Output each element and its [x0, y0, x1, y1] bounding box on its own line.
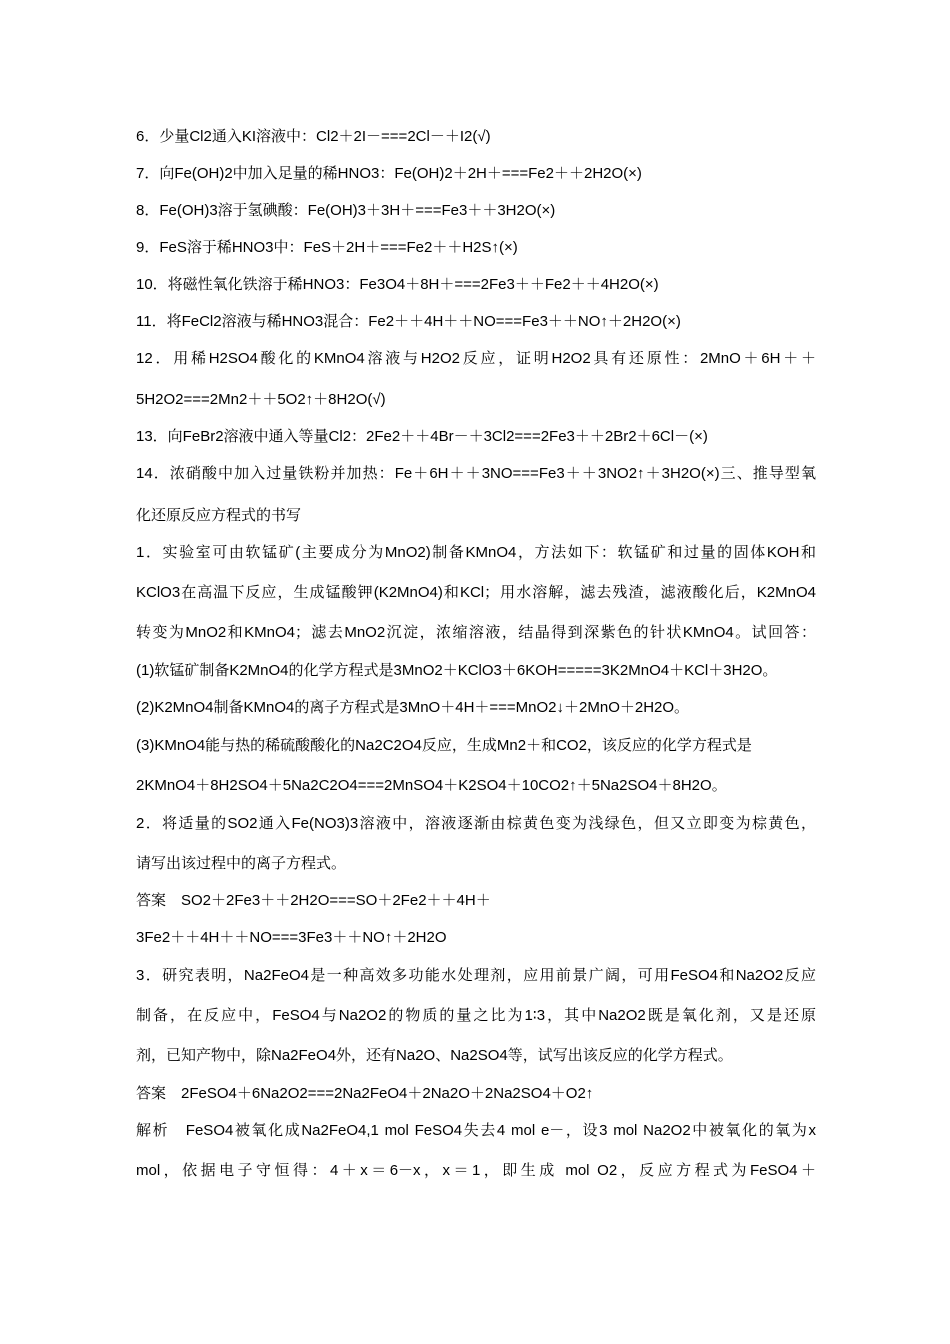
text-line: 转变为MnO2和KMnO4；滤去MnO2沉淀，浓缩溶液，结晶得到深紫色的针状KMnO4。试回答： [136, 624, 816, 641]
text-line: 请写出该过程中的离子方程式。 [136, 855, 347, 872]
text-line: 10．将磁性氧化铁溶于稀HNO3：Fe3O4＋8H＋===2Fe3＋＋Fe2＋＋4H2O(×) [136, 276, 659, 293]
text-line: 解析 FeSO4被氧化成Na2FeO4,1 mol FeSO4失去4 mol e－，设3 mol Na2O2中被氧化的氧为x [136, 1122, 816, 1139]
text-line: 剂，已知产物中，除Na2FeO4外，还有Na2O、Na2SO4等，试写出该反应的化学方程式。 [136, 1047, 733, 1064]
text-line: 1．实验室可由软锰矿(主要成分为MnO2)制备KMnO4，方法如下：软锰矿和过量的固体KOH和 [136, 544, 816, 561]
text-line: (3)KMnO4能与热的稀硫酸酸化的Na2C2O4反应，生成Mn2＋和CO2，该反应的化学方程式是 [136, 737, 752, 754]
text-line: 13．向FeBr2溶液中通入等量Cl2：2Fe2＋＋4Br－＋3Cl2===2Fe3＋＋2Br2＋6Cl－(×) [136, 428, 708, 445]
text-line: 9．FeS溶于稀HNO3中：FeS＋2H＋===Fe2＋＋H2S↑(×) [136, 239, 518, 256]
text-line: 化还原反应方程式的书写 [136, 507, 302, 524]
text-line: 3．研究表明，Na2FeO4是一种高效多功能水处理剂，应用前景广阔，可用FeSO4和Na2O2反应 [136, 967, 816, 984]
text-line: 7．向Fe(OH)2中加入足量的稀HNO3：Fe(OH)2＋2H＋===Fe2＋＋2H2O(×) [136, 165, 642, 182]
text-line: 3Fe2＋＋4H＋＋NO===3Fe3＋＋NO↑＋2H2O [136, 929, 447, 946]
text-line: (2)K2MnO4制备KMnO4的离子方程式是3MnO＋4H＋===MnO2↓＋2MnO＋2H2O。 [136, 699, 690, 716]
text-line: 答案 2FeSO4＋6Na2O2===2Na2FeO4＋2Na2O＋2Na2SO4＋O2↑ [136, 1085, 594, 1102]
text-line: 6．少量Cl2通入KI溶液中：Cl2＋2I－===2Cl－＋I2(√) [136, 128, 491, 145]
text-line: 制备，在反应中，FeSO4与Na2O2的物质的量之比为1∶3，其中Na2O2既是氧化剂，又是还原 [136, 1007, 816, 1024]
text-line: (1)软锰矿制备K2MnO4的化学方程式是3MnO2＋KClO3＋6KOH=====3K2MnO4＋KCl＋3H2O。 [136, 662, 778, 679]
text-line: 5H2O2===2Mn2＋＋5O2↑＋8H2O(√) [136, 391, 386, 408]
text-line: mol，依据电子守恒得：4＋x＝6－x，x＝1，即生成 mol O2，反应方程式为FeSO4＋ [136, 1162, 816, 1179]
text-line: 11．将FeCl2溶液与稀HNO3混合：Fe2＋＋4H＋＋NO===Fe3＋＋NO↑＋2H2O(×) [136, 313, 681, 330]
text-line: KClO3在高温下反应，生成锰酸钾(K2MnO4)和KCl；用水溶解，滤去残渣，滤液酸化后，K2MnO4 [136, 584, 816, 601]
text-line: 14．浓硝酸中加入过量铁粉并加热：Fe＋6H＋＋3NO===Fe3＋＋3NO2↑＋3H2O(×)三、推导型氧 [136, 465, 816, 482]
text-line: 2KMnO4＋8H2SO4＋5Na2C2O4===2MnSO4＋K2SO4＋10CO2↑＋5Na2SO4＋8H2O。 [136, 777, 727, 794]
text-line: 2．将适量的SO2通入Fe(NO3)3溶液中，溶液逐渐由棕黄色变为浅绿色，但又立即变为棕黄色， [136, 815, 816, 832]
text-line: 答案 SO2＋2Fe3＋＋2H2O===SO＋2Fe2＋＋4H＋ [136, 892, 491, 909]
text-line: 12．用稀H2SO4酸化的KMnO4溶液与H2O2反应，证明H2O2具有还原性：2MnO＋6H＋＋ [136, 350, 816, 367]
text-line: 8．Fe(OH)3溶于氢碘酸：Fe(OH)3＋3H＋===Fe3＋＋3H2O(×) [136, 202, 556, 219]
